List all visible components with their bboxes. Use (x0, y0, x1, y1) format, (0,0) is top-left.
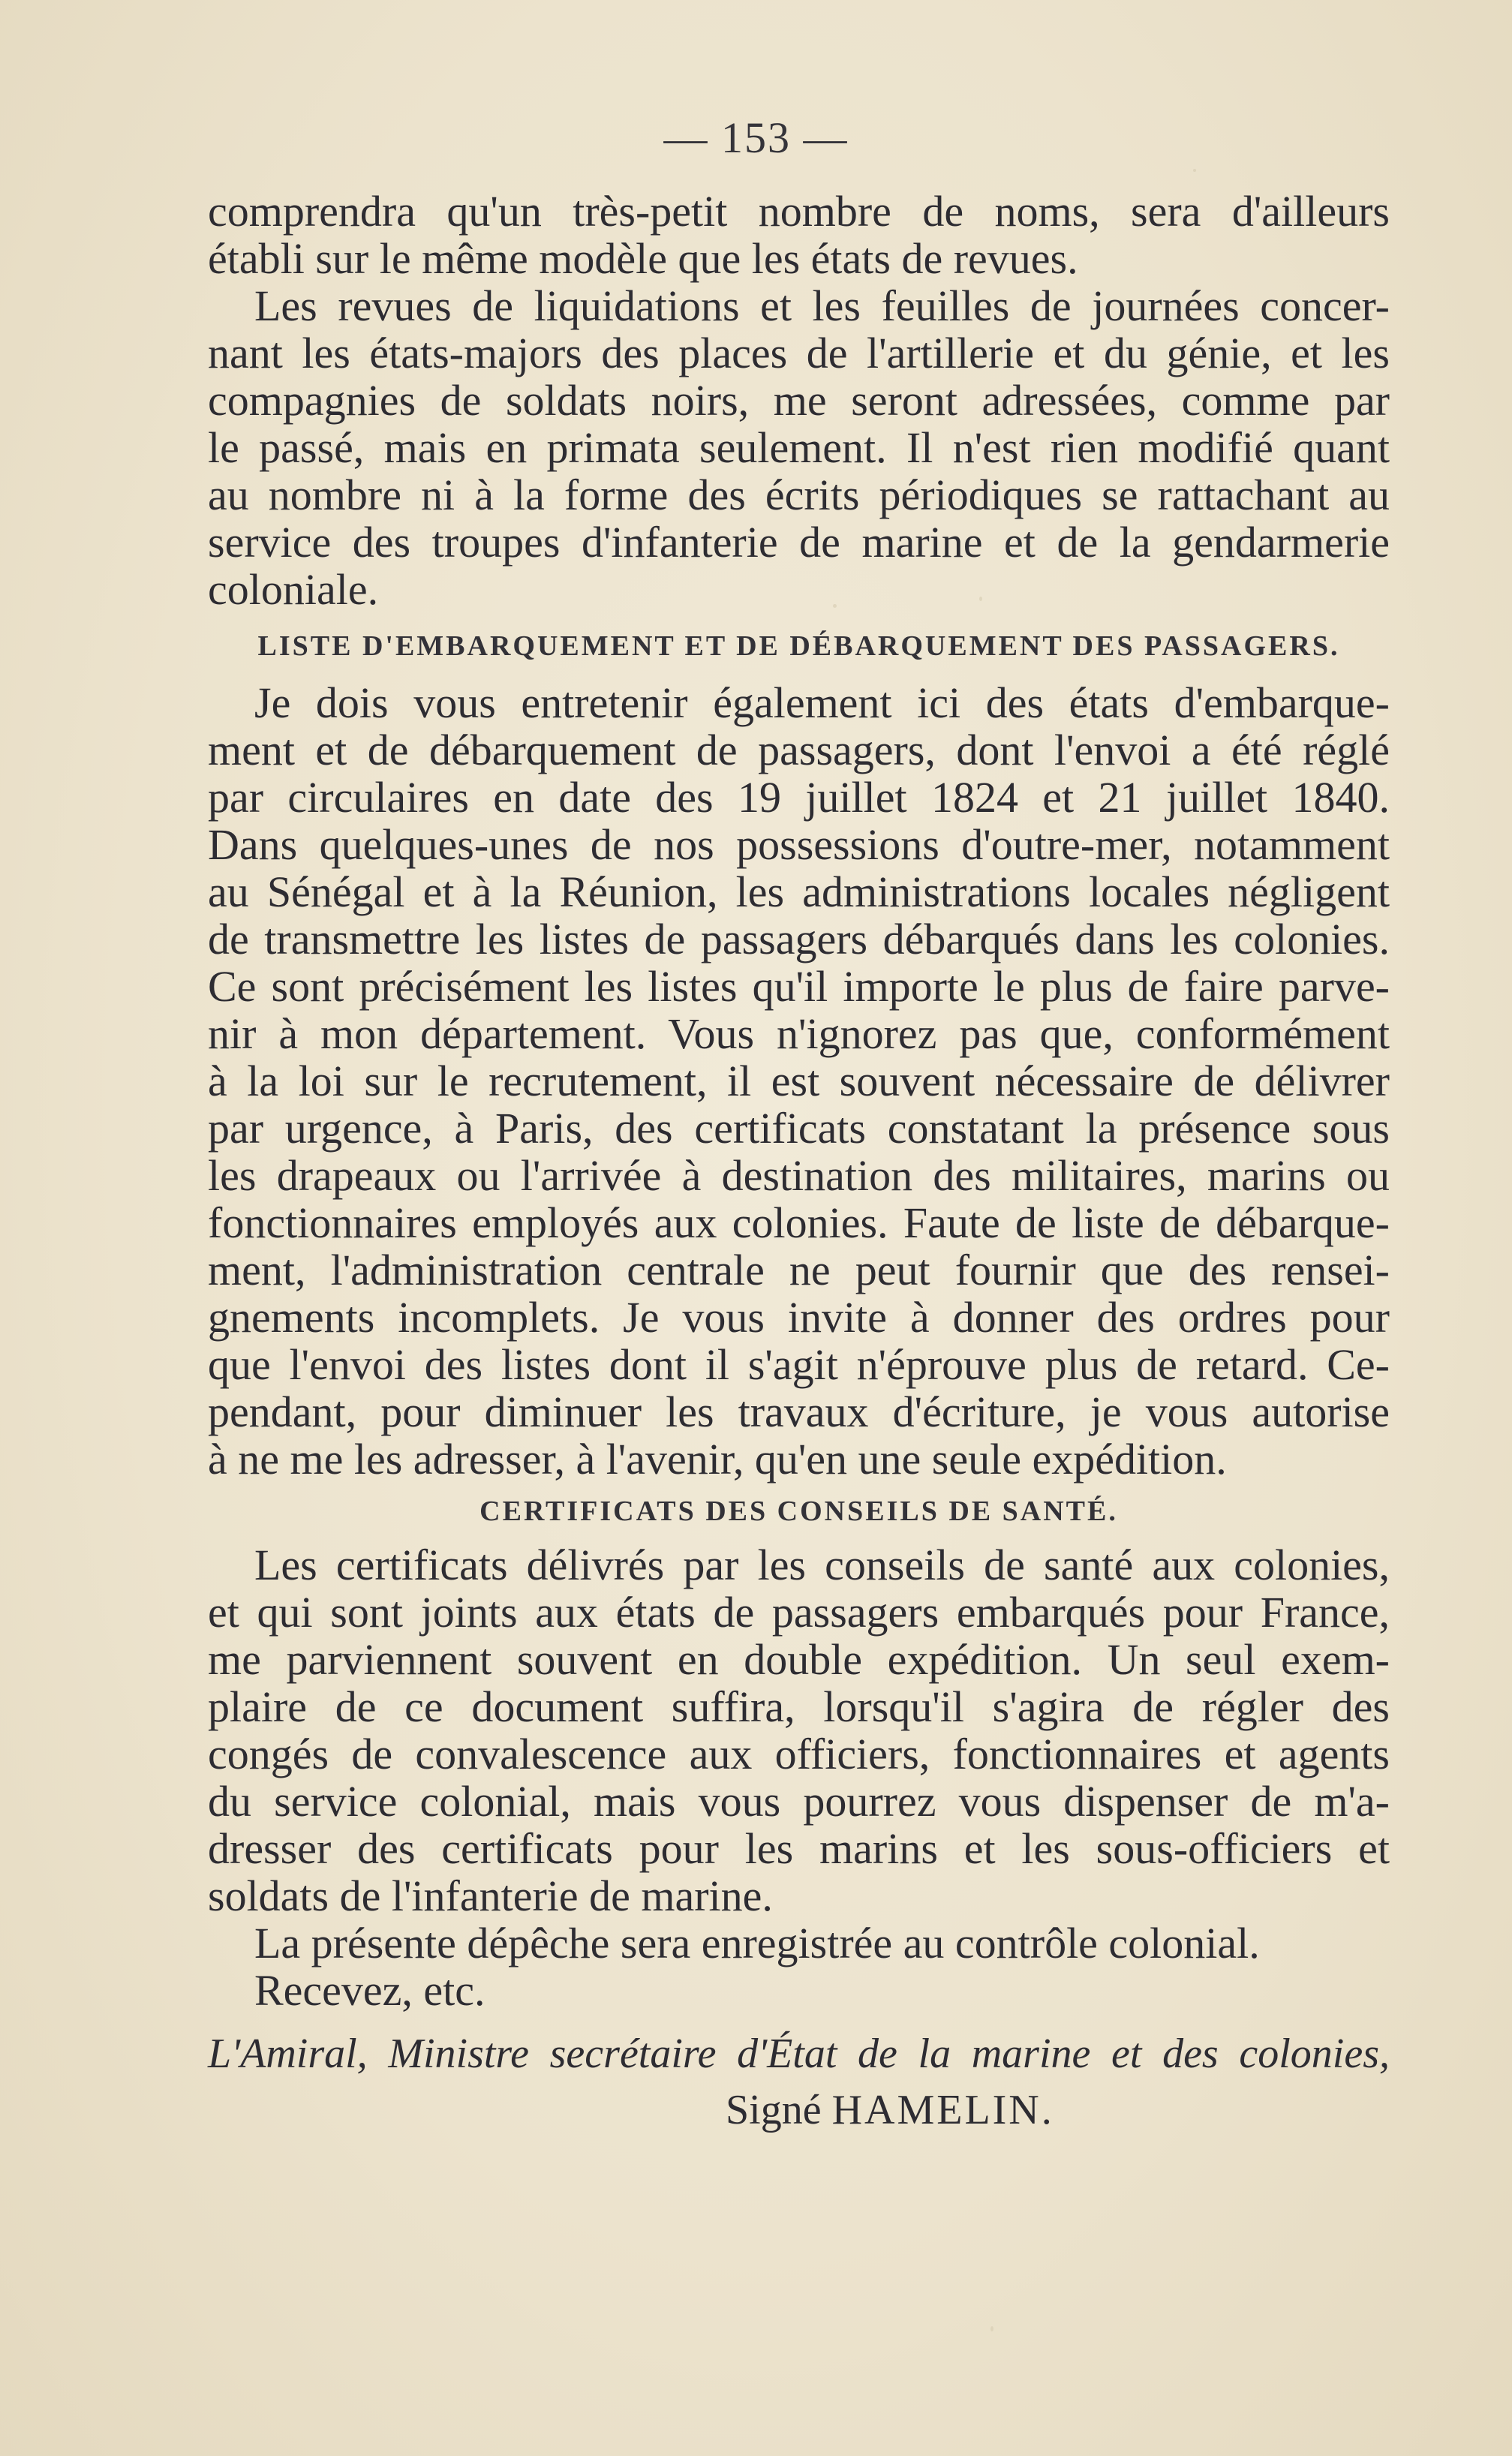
text-line: que l'envoi des listes dont il s'agit n'éprouve plus de retard. Ce- (208, 1340, 1390, 1389)
text-line: du service colonial, mais vous pourrez vous dispenser de m'a- (208, 1777, 1390, 1826)
text-line: compagnies de soldats noirs, me seront adressées, comme par (208, 376, 1390, 425)
page-number: — 153 — (663, 113, 849, 162)
text-line: Les certificats délivrés par les conseils de santé aux colonies, (254, 1541, 1390, 1589)
text-line: nant les états-majors des places de l'artillerie et du génie, et les (208, 329, 1390, 377)
section-heading-health-certificates: CERTIFICATS DES CONSEILS DE SANTÉ. (479, 1496, 1118, 1527)
paper-speck (990, 2326, 993, 2331)
paragraph-certificates (208, 1541, 1390, 1919)
text-line: ment, l'administration centrale ne peut fournir que des rensei- (208, 1246, 1390, 1294)
text-line: par circulaires en date des 19 juillet 1824 et 21 juillet 1840. (208, 773, 1390, 822)
text-line: au nombre ni à la forme des écrits périodiques se rattachant au (208, 470, 1390, 519)
text-line: au Sénégal et à la Réunion, les administrations locales négligent (208, 867, 1390, 916)
text-line: coloniale. (208, 565, 379, 614)
text-line: congés de convalescence aux officiers, fonctionnaires et agents (208, 1730, 1390, 1778)
paragraph-passengers (208, 679, 1390, 1483)
text-line: Les revues de liquidations et les feuilles de journées concer- (254, 281, 1390, 330)
signer-name: HAMELIN. (831, 2087, 1054, 2133)
text-line: à la loi sur le recrutement, il est souvent nécessaire de délivrer (208, 1057, 1390, 1105)
text-line: ment et de débarquement de passagers, dont l'envoi a été réglé (208, 726, 1390, 774)
body-text (208, 188, 1390, 2137)
text-line: nir à mon département. Vous n'ignorez pas que, conformément (208, 1009, 1390, 1058)
paragraph-continuation (208, 188, 1390, 282)
text-line: le passé, mais en primata seulement. Il n'est rien modifié quant (208, 423, 1390, 472)
text-line: établi sur le même modèle que les états de revues. (208, 234, 1078, 283)
text-line: de transmettre les listes de passagers débarqués dans les colonies. (208, 915, 1390, 963)
text-line: fonctionnaires employés aux colonies. Faute de liste de débarque- (208, 1198, 1390, 1247)
text-line: service des troupes d'infanterie de marine et de la gendarmerie (208, 518, 1390, 567)
text-line: Dans quelques-unes de nos possessions d'outre-mer, notamment (208, 820, 1390, 869)
signed-prefix: Signé (726, 2087, 822, 2133)
text-line: à ne me les adresser, à l'avenir, qu'en une seule expédition. (208, 1435, 1227, 1484)
text-line: dresser des certificats pour les marins et les sous-officiers et (208, 1824, 1390, 1873)
text-line: plaire de ce document suffira, lorsqu'il s'agira de régler des (208, 1682, 1390, 1731)
text-line: me parviennent souvent en double expédition. Un seul exem- (208, 1635, 1390, 1684)
text-line: Je dois vous entretenir également ici des états d'embarque- (254, 678, 1390, 727)
text-line: soldats de l'infanterie de marine. (208, 1871, 773, 1920)
section-heading-passengers: LISTE D'EMBARQUEMENT ET DE DÉBARQUEMENT DES PASSAGERS. (257, 630, 1340, 662)
paper-speck (1193, 169, 1196, 172)
text-line: Ce sont précisément les listes qu'il importe le plus de faire parve- (208, 962, 1390, 1011)
text-line: par urgence, à Paris, des certificats constatant la présence sous (208, 1104, 1390, 1153)
signature-title: L'Amiral, Ministre secrétaire d'État de la marine et des colonies, (208, 2031, 1390, 2077)
paragraph-closing: Recevez, etc. (254, 1966, 485, 2015)
text-line: comprendra qu'un très-petit nombre de noms, sera d'ailleurs (208, 187, 1390, 236)
text-line: les drapeaux ou l'arrivée à destination des militaires, marins ou (208, 1151, 1390, 1200)
signature-name (208, 2083, 1390, 2137)
paragraph-registration: La présente dépêche sera enregistrée au contrôle colonial. (254, 1919, 1260, 1968)
text-line: et qui sont joints aux états de passagers embarqués pour France, (208, 1588, 1390, 1637)
text-line: pendant, pour diminuer les travaux d'écriture, je vous autorise (208, 1387, 1390, 1436)
paragraph-revues (208, 282, 1390, 613)
text-line: gnements incomplets. Je vous invite à donner des ordres pour (208, 1293, 1390, 1342)
